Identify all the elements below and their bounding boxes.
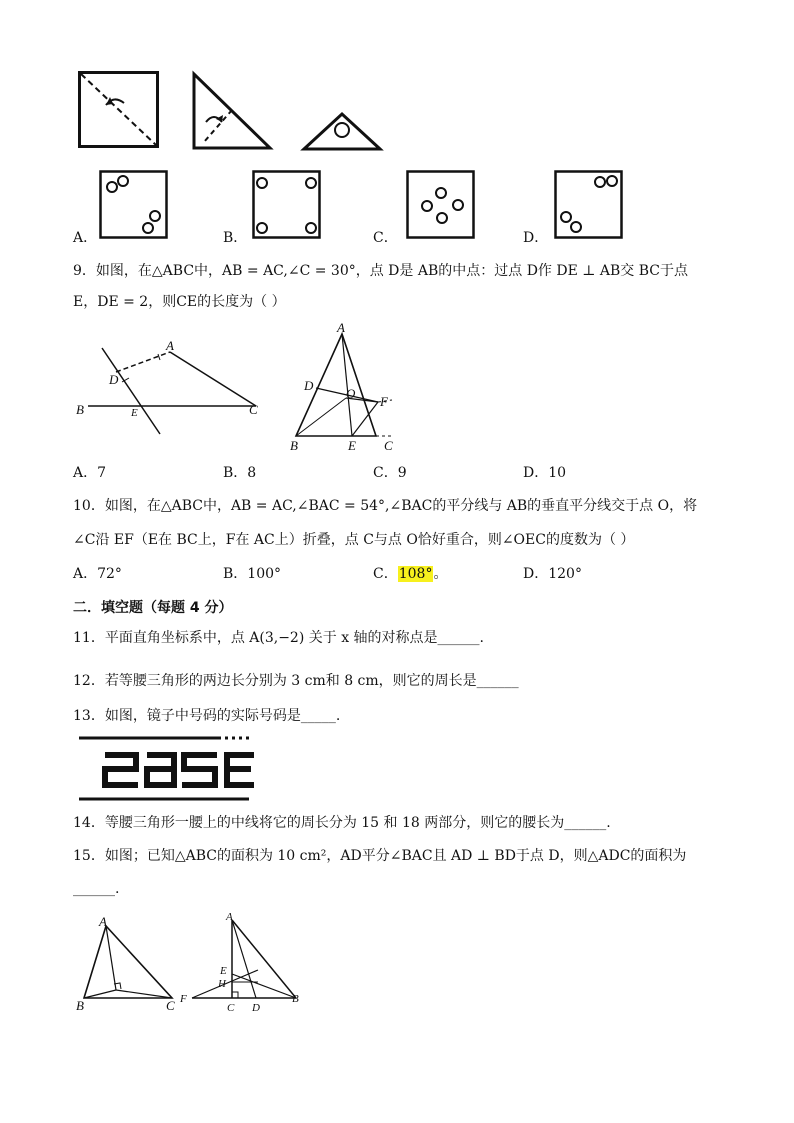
q15-figure-1	[74, 912, 186, 1016]
q15-fig2-label-a: A	[226, 911, 233, 923]
q15-fig1-label-c: C	[166, 998, 175, 1013]
q9-option-a: A．7	[73, 465, 107, 481]
q9-fig1-label-b: B	[76, 402, 84, 417]
q11-text: 11．平面直角坐标系中，点 A(3,−2) 关于 x 轴的对称点是______.	[73, 630, 484, 646]
q9-option-c: C．9	[373, 465, 407, 481]
q15-figure-2	[178, 912, 308, 1016]
q10-option-c-prefix: C．	[373, 566, 398, 582]
q9-fig1-label-c: C	[249, 402, 258, 417]
option-d-figure	[554, 170, 624, 240]
q9-figure-1	[74, 338, 274, 438]
q10-fig-label-f: F	[380, 394, 388, 409]
q15-fig2-label-d: D	[252, 1002, 260, 1014]
q10-option-c-suffix: 。	[433, 566, 448, 582]
fold-step-punched	[302, 112, 382, 152]
q10-fig-label-o: O	[346, 386, 356, 401]
q13-text: 13．如图，镜子中号码的实际号码是_____.	[73, 708, 341, 724]
section-title: 二．填空题（每题 4 分）	[73, 600, 233, 616]
q10-option-b: B．100°	[223, 566, 282, 582]
q10-fig-label-c: C	[384, 438, 393, 453]
option-a-figure	[99, 170, 169, 240]
q15-fig2-label-e: E	[220, 965, 227, 977]
q8-option-c-label: C．	[373, 230, 398, 246]
q10-fig-label-e: E	[348, 438, 356, 453]
q14-text: 14．等腰三角形一腰上的中线将它的周长分为 15 和 18 两部分，则它的腰长为______.	[73, 815, 611, 831]
q9-fig1-label-a: A	[166, 338, 174, 353]
option-c-figure	[406, 170, 476, 240]
q10-fig-label-b: B	[290, 438, 298, 453]
q9-stem-line2: E，DE = 2，则CE的长度为（ ）	[73, 294, 286, 310]
fold-step-square	[78, 71, 160, 149]
q12-text: 12．若等腰三角形的两边长分别为 3 cm和 8 cm，则它的周长是______	[73, 673, 519, 689]
q8-option-a-label: A．	[73, 230, 98, 246]
mirror-number-figure	[79, 735, 249, 803]
q10-fig-label-a: A	[337, 320, 345, 335]
q15-fig2-label-h: H	[218, 978, 226, 990]
q15-stem-line1: 15．如图；已知△ABC的面积为 10 cm²，AD平分∠BAC且 AD ⊥ BD于点 D，则△ADC的面积为	[73, 848, 687, 864]
q9-option-d: D．10	[523, 465, 567, 481]
q15-fig1-label-a: A	[99, 914, 107, 929]
q10-option-c	[373, 565, 447, 583]
q15-fig2-label-c: C	[227, 1002, 235, 1014]
q15-stem-line2: ______.	[73, 881, 120, 897]
q15-fig2-label-f: F	[180, 993, 187, 1005]
q10-stem-line1: 10．如图，在△ABC中，AB = AC,∠BAC = 54°,∠BAC的平分线与 AB的垂直平分线交于点 O，将	[73, 498, 698, 514]
q9-fig1-label-e: E	[131, 407, 138, 419]
option-b-figure	[252, 170, 322, 240]
q10-option-a: A．72°	[73, 566, 122, 582]
q8-option-d-label: D．	[523, 230, 549, 246]
q8-option-b-label: B．	[223, 230, 248, 246]
fold-step-triangle	[192, 72, 272, 150]
q9-stem-line1: 9．如图，在△ABC中，AB = AC,∠C = 30°，点 D是 AB的中点：过点 D作 DE ⊥ AB交 BC于点	[73, 263, 689, 279]
q15-fig2-label-b: B	[292, 993, 299, 1005]
q10-option-c-highlight: 108°	[398, 566, 433, 582]
q15-fig1-label-b: B	[76, 998, 84, 1013]
q10-figure	[286, 320, 396, 456]
q9-fig1-label-d: D	[109, 372, 119, 387]
q10-stem-line2: ∠C沿 EF（E在 BC上，F在 AC上）折叠，点 C与点 O恰好重合，则∠OEC的度数为（ ）	[73, 532, 635, 548]
q10-option-d: D．120°	[523, 566, 582, 582]
q9-option-b: B．8	[223, 465, 257, 481]
q10-fig-label-d: D	[304, 378, 314, 393]
